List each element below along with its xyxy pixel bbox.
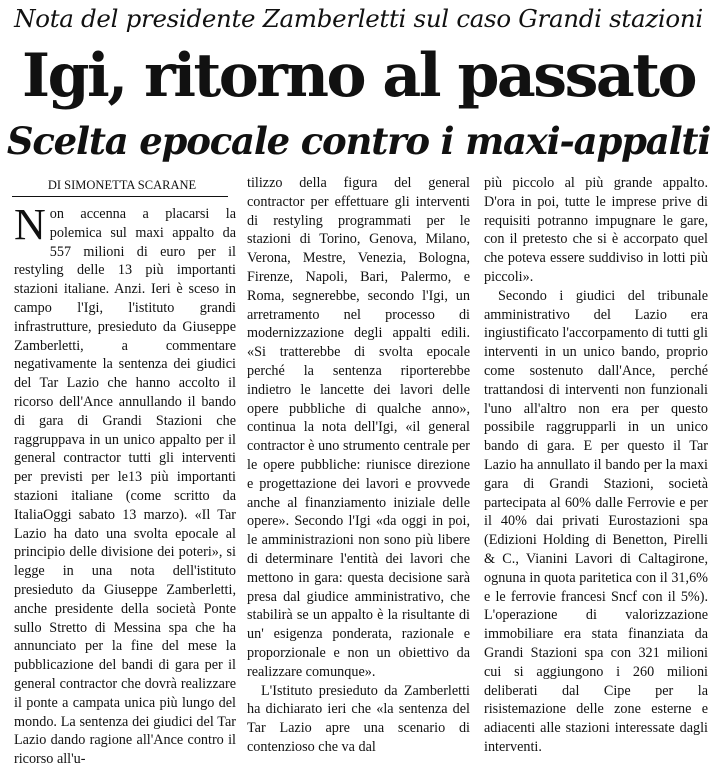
- column-1-text: on accenna a placarsi la polemica sul maxi appalto da 557 milioni di euro per il restyling delle 13 più importanti stazioni italiane. Anzi. Ieri è sceso in campo l'Igi, l'istituto grandi infrastrutture, presieduto da Giuseppe Zamberletti, a commentare negativamente la sentenza dei giudici del Tar Lazio che hanno accolto il ricorso dell'Ance annullando il bando di gara di Grandi Stazioni che raggruppava in un unico appalto per il general contractor tutti gli interventi per previsti per le13 più importanti stazioni italiane (come scritto da ItaliaOggi sabato 13 marzo). «Il Tar Lazio ha dato una svolta epocale al principio delle divisione dei poteri», si legge in una nota dell'istituto presieduto da Giuseppe Zamberletti, anche presidente della società Ponte sullo Stretto di Messina spa che ha annunciato per la fine del mese la pubblicazione del bandi di gara per il general contractor che dovrà realizzare il ponte a campata unica più lungo del mondo. La sentenza dei giudici del Tar Lazio dando ragione all'Ance contro il ricorso all'u-: [14, 206, 236, 768]
- article-subhead: Scelta epocale contro i maxi-appalti: [6, 119, 711, 163]
- drop-cap: N: [14, 200, 46, 249]
- article-column-1: [14, 200, 236, 768]
- article-column-3: [484, 174, 708, 755]
- column-2-paragraph-1: tilizzo della figura del general contractor per effettuare gli interventi di restyling programmati per le stazioni di Torino, Genova, Milano, Verona, Mestre, Venezia, Bologna, Firenze, Napoli, Bari, Palermo, e Roma, segnerebbe, secondo l'Igi, un arretramento nel processo di modernizzazione degli appalti edili. «Si tratterebbe di svolta epocale perché la sentenza riporterebbe indietro le lancette dei lavori delle opere pubbliche di qualche anno», continua la nota dell'Igi, «il general contractor è uno strumento centrale per le opere pubbliche: riunisce direzione e progettazione dei lavori e provvede anche al finanziamento iniziale delle opere». Secondo l'Igi «da oggi in poi, le amministrazioni non sono più libere di determinare l'entità dei lavori che mettono in gara: questa decisione sarà presa dal giudice amministrativo, che stabilirà se un appalto è la risultante di un' esigenza ponderata, razionale e proporzionale e non un obiettivo da realizzare comunque».: [247, 175, 470, 680]
- column-3-paragraph-2: Secondo i giudici del tribunale amministrativo del Lazio era ingiustificato l'accorpamento di tutti gli interventi in un unico bando, proprio come sostenuto dall'Ance, perché trattandosi di interventi non funzionali l'uno all'altro non era per questo possibile raggrupparli in un unico bando di gara. E per questo il Tar Lazio ha annullato il bando per la maxi gara di Grandi Stazioni, società partecipata al 60% dalle Ferrovie e per il 40% dai privati Eurostazioni spa (Edizioni Holding di Benetton, Pirelli & C., Vianini Lavori di Caltagirone, ognuna in quota paritetica con il 31,6% e le ferrovie francesi Sncf con il 5%). L'operazione di valorizzazione immobiliare era stata finanziata da Grandi Stazioni spa con 321 milioni cui si aggiungono i 260 milioni deliberati dal Cipe per la risistemazione delle zone esterne e adiacenti alle stazioni interessate dagli interventi.: [484, 287, 708, 755]
- article-kicker: Nota del presidente Zamberletti sul caso Grandi stazioni: [14, 4, 703, 33]
- column-2-paragraph-2: L'Istituto presieduto da Zamberletti ha dichiarato ieri che «la sentenza del Tar Lazio apre una scenario di contenzioso che va dal: [247, 682, 470, 755]
- article-column-2: [247, 174, 470, 755]
- column-3-paragraph-1: più piccolo al più grande appalto. D'ora in poi, tutte le imprese prive di requisiti potranno impugnare le gare, con il pretesto che si è accorpato quel che poteva essere suddiviso in lotti più piccoli».: [484, 175, 708, 285]
- byline-divider: [12, 196, 228, 197]
- article-byline: DI SIMONETTA SCARANE: [47, 178, 197, 192]
- article-headline: Igi, ritorno al passato: [22, 41, 695, 111]
